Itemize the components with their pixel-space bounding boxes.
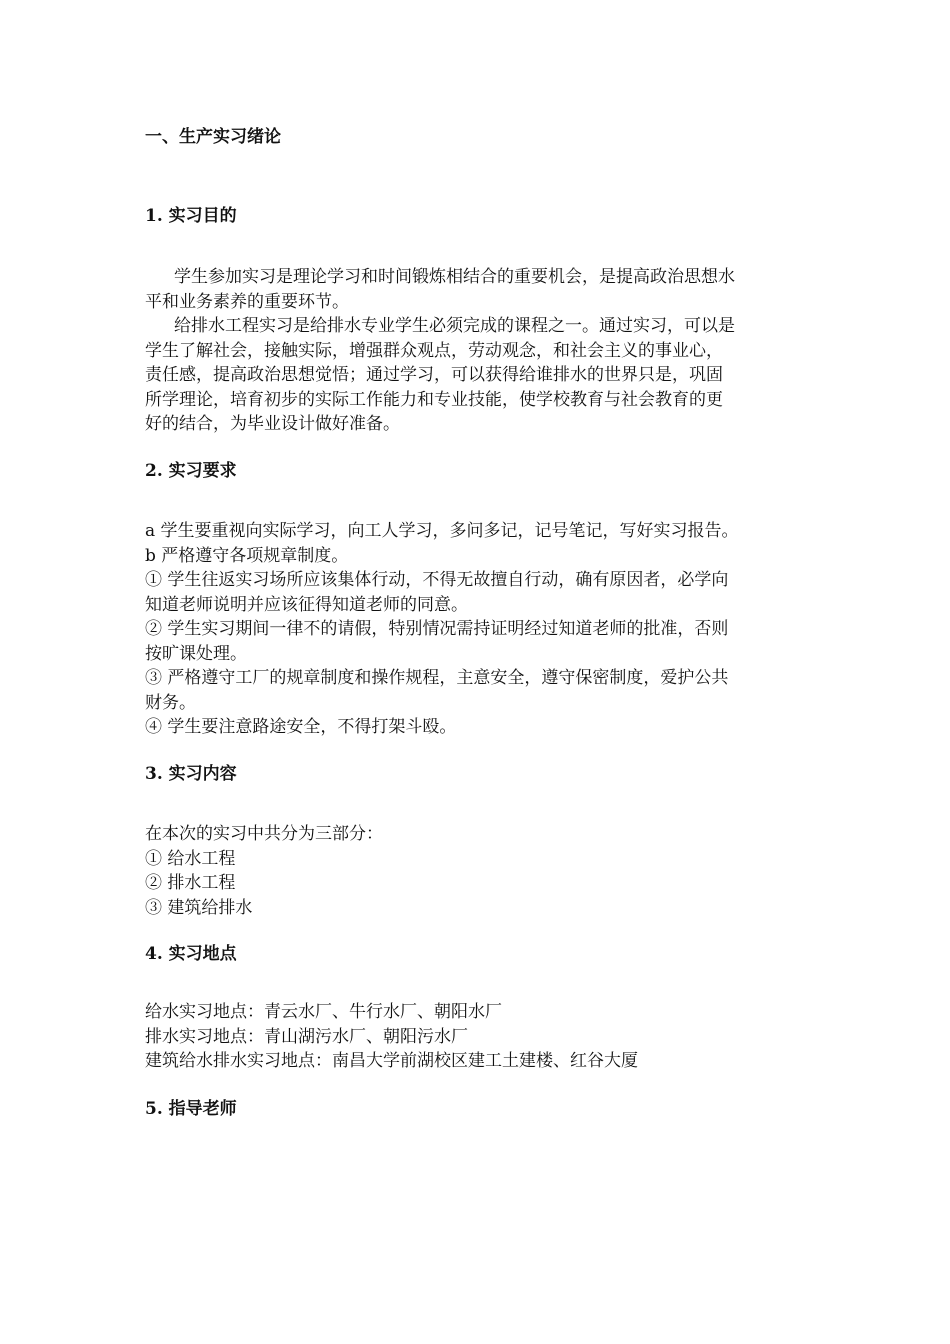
list-item: ③ 建筑给排水	[145, 897, 253, 918]
list-item: 知道老师说明并应该征得知道老师的同意。	[145, 594, 468, 615]
text-line: 学生了解社会，接触实际，增强群众观点，劳动观念，和社会主义的事业心，	[145, 340, 723, 361]
list-item: 按旷课处理。	[145, 643, 247, 664]
section-4-heading: 4. 实习地点	[145, 944, 237, 964]
section-1-paragraph-1	[145, 265, 810, 314]
section-1-heading: 1. 实习目的	[145, 206, 237, 226]
text-line: 学生参加实习是理论学习和时间锻炼相结合的重要机会，是提高政治思想水	[174, 267, 735, 287]
text-line: 给排水工程实习是给排水专业学生必须完成的课程之一。通过实习，可以是	[174, 316, 735, 336]
section-3-list	[145, 822, 810, 920]
list-item: ① 给水工程	[145, 848, 236, 869]
section-4-list	[145, 1000, 810, 1074]
text-line: 好的结合，为毕业设计做好准备。	[145, 414, 400, 434]
list-item: 排水实习地点：青山湖污水厂、朝阳污水厂	[145, 1026, 468, 1047]
list-item: ② 学生实习期间一律不的请假，特别情况需持证明经过知道老师的批准，否则	[145, 619, 729, 639]
list-item: ③ 严格遵守工厂的规章制度和操作规程，主意安全，遵守保密制度，爱护公共	[145, 668, 729, 688]
section-3-heading: 3. 实习内容	[145, 764, 237, 784]
text-line: 平和业务素养的重要环节。	[145, 291, 349, 312]
list-item: b 严格遵守各项规章制度。	[145, 545, 349, 566]
list-item: 给水实习地点：青云水厂、牛行水厂、朝阳水厂	[145, 1002, 502, 1022]
section-5-heading: 5. 指导老师	[145, 1099, 237, 1119]
section-2-list	[145, 519, 810, 740]
document-title: 一、生产实习绪论	[145, 127, 281, 147]
section-2-heading: 2. 实习要求	[145, 461, 237, 481]
list-item: 建筑给水排水实习地点：南昌大学前湖校区建工土建楼、红谷大厦	[145, 1051, 638, 1071]
text-line: 责任感，提高政治思想觉悟；通过学习，可以获得给谁排水的世界只是，巩固	[145, 365, 723, 385]
list-item: ① 学生往返实习场所应该集体行动，不得无故擅自行动，确有原因者，必学向	[145, 570, 729, 590]
list-item: 在本次的实习中共分为三部分：	[145, 824, 383, 844]
section-1-paragraph-2	[145, 314, 810, 437]
list-item: a 学生要重视向实际学习，向工人学习，多问多记，记号笔记，写好实习报告。	[145, 521, 739, 541]
list-item: ④ 学生要注意路途安全，不得打架斗殴。	[145, 717, 457, 737]
list-item: ② 排水工程	[145, 873, 236, 893]
list-item: 财务。	[145, 692, 196, 713]
text-line: 所学理论，培育初步的实际工作能力和专业技能，使学校教育与社会教育的更	[145, 389, 723, 410]
